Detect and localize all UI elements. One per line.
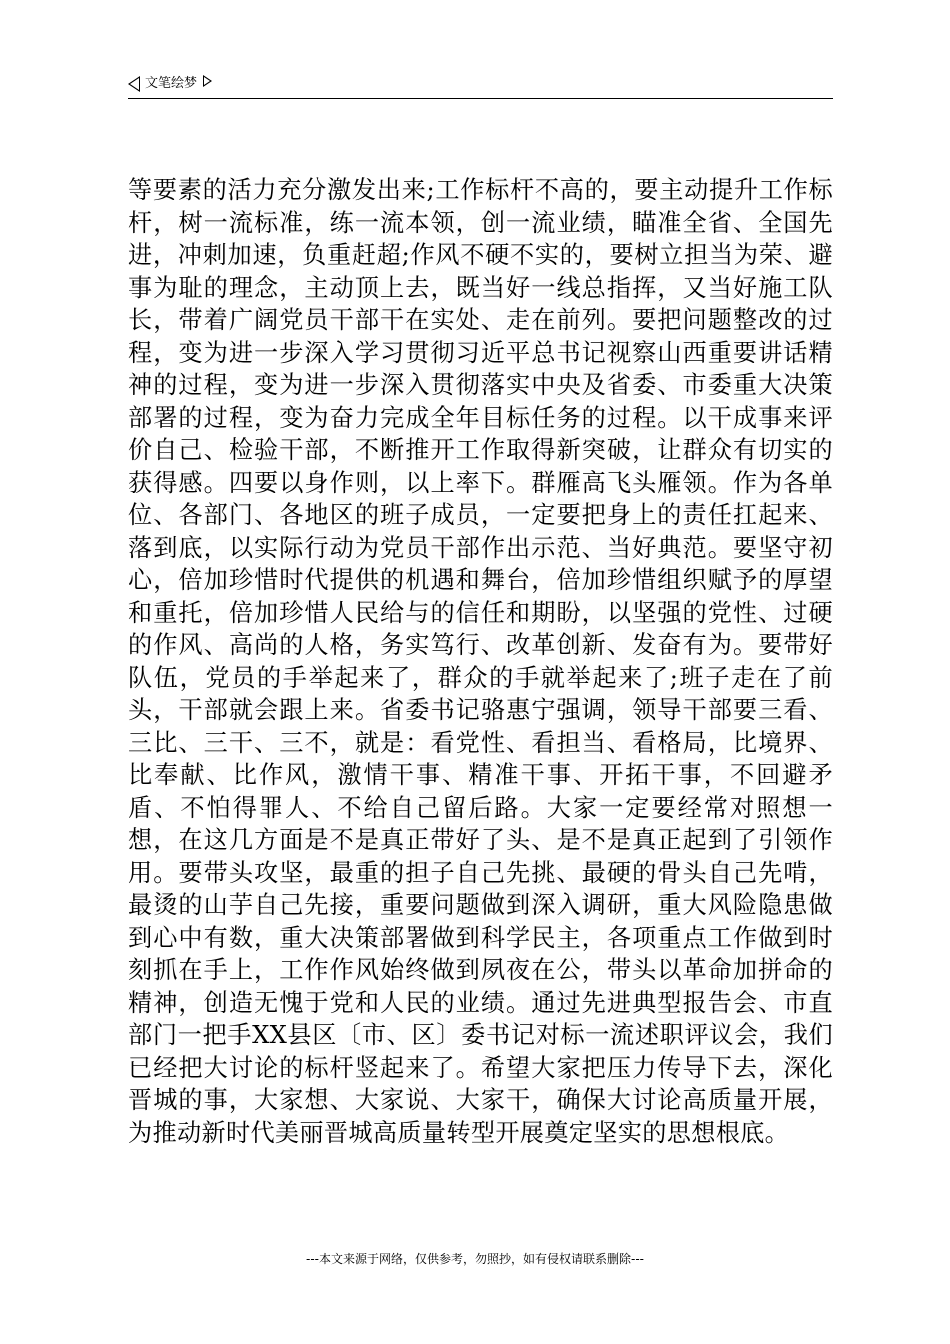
footer-notice: ---本文来源于网络，仅供参考，勿照抄，如有侵权请联系删除--- xyxy=(306,1252,644,1266)
page-header xyxy=(128,74,833,99)
header-title: 文笔绘梦 xyxy=(145,76,198,91)
header-content xyxy=(128,76,212,92)
triangle-left-icon xyxy=(128,76,140,92)
triangle-right-icon xyxy=(203,75,212,87)
body-paragraph: 等要素的活力充分激发出来;工作标杆不高的，要主动提升工作标杆，树一流标准，练一流本领，创一流业绩，瞄准全省、全国先进，冲刺加速，负重赶超;作风不硬不实的，要树立担当为荣、避事为耻的理念，主动顶上去，既当好一线总指挥，又当好施工队长，带着广阔党员干部干在实处、走在前列。要把问题整改的过程，变为进一步深入学习贯彻习近平总书记视察山西重要讲话精神的过程，变为进一步深入贯彻落实中央及省委、市委重大决策部署的过程，变为奋力完成全年目标任务的过程。以干成事来评价自己、检验干部，不断推开工作取得新突破，让群众有切实的获得感。四要以身作则，以上率下。群雁高飞头雁领。作为各单位、各部门、各地区的班子成员，一定要把身上的责任扛起来、落到底，以实际行动为党员干部作出示范、当好典范。要坚守初心，倍加珍惜时代提供的机遇和舞台，倍加珍惜组织赋予的厚望和重托，倍加珍惜人民给与的信任和期盼，以坚强的党性、过硬的作风、高尚的人格，务实笃行、改革创新、发奋有为。要带好队伍，党员的手举起来了，群众的手就举起来了;班子走在了前头，干部就会跟上来。省委书记骆惠宁强调，领导干部要三看、三比、三干、三不，就是：看党性、看担当、看格局，比境界、比奉献、比作风，激情干事、精准干事、开拓干事，不回避矛盾、不怕得罪人、不给自己留后路。大家一定要经常对照想一想，在这几方面是不是真正带好了头、是不是真正起到了引领作用。要带头攻坚，最重的担子自己先挑、最硬的骨头自己先啃，最烫的山芋自己先接，重要问题做到深入调研，重大风险隐患做到心中有数，重大决策部署做到科学民主，各项重点工作做到时刻抓在手上，工作作风始终做到夙夜在公，带头以革命加拼命的精神，创造无愧于党和人民的业绩。通过先进典型报告会、市直部门一把手XX县区〔市、区〕委书记对标一流述职评议会，我们已经把大讨论的标杆竖起来了。希望大家把压力传导下去，深化晋城的事，大家想、大家说、大家干，确保大讨论高质量开展，为推动新时代美丽晋城高质量转型开展奠定坚实的思想根底。 xyxy=(128,176,833,1147)
